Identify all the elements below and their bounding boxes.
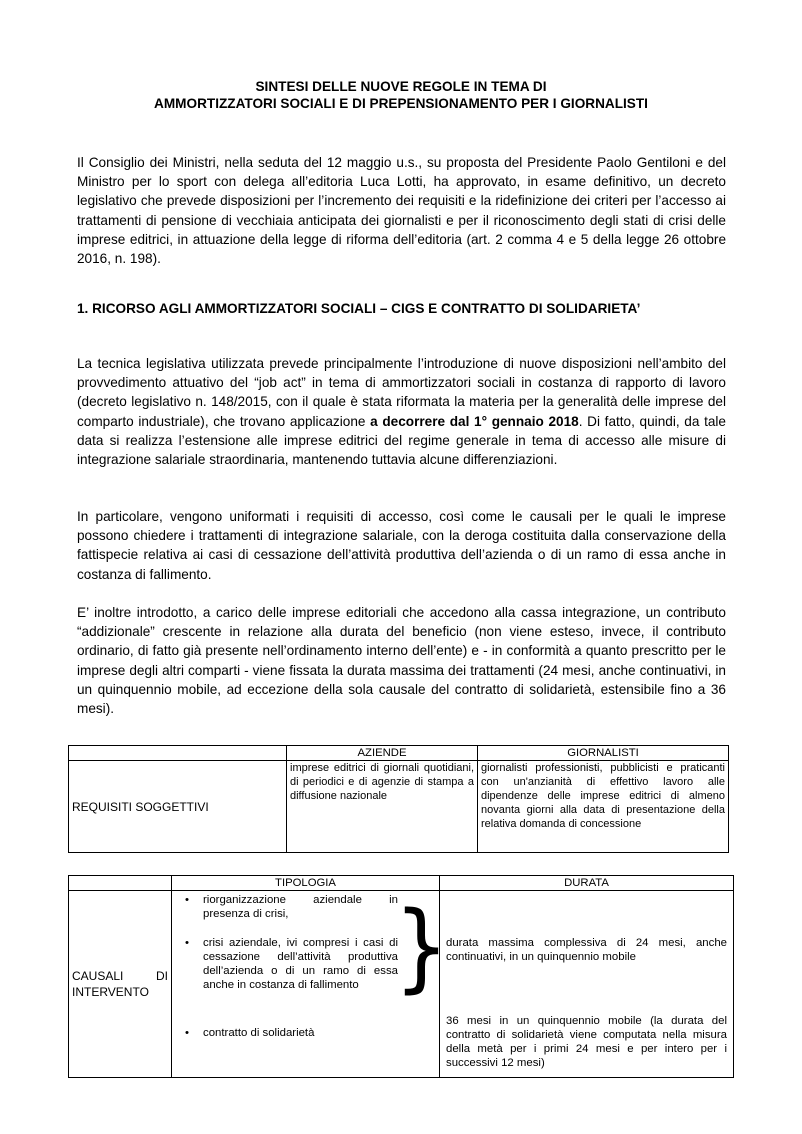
paragraph-text: La tecnica legislativa utilizzata prevede principalmente l’introduzione di nuove disposizioni nell’ambito del provvedimento attuativo del “job act” in tema di ammortizzatori sociali in costanza di rapporto di lavoro (decreto legislativo n. 148/2015, con il quale è stata riformata la materia per la generalità delle imprese del comparto industriale), che trovano applicazione [77, 356, 726, 429]
list-item [186, 936, 398, 992]
intro-paragraph: Il Consiglio dei Ministri, nella seduta del 12 maggio u.s., su proposta del Presidente Paolo Gentiloni e del Ministro per lo sport con delega all’editoria Luca Lotti, ha approvato, in esame definitivo, un decreto legislativo che prevede disposizioni per l’incremento dei requisiti e la ridefinizione dei criteri per l’accesso ai trattamenti di pensione di vecchiaia anticipata dei giornalisti e per il riconoscimento degli stati di crisi delle imprese editrici, in attuazione della legge di riforma dell’editoria (art. 2 comma 4 e 5 della legge 26 ottobre 2016, n. 198). [77, 155, 726, 267]
bullet-icon: • [185, 894, 189, 906]
section-1-heading: 1. RICORSO AGLI AMMORTIZZATORI SOCIALI – CIGS E CONTRATTO DI SOLIDARIETA’ [77, 301, 641, 316]
header-cell-empty [69, 876, 172, 891]
document-title-line-2: AMMORTIZZATORI SOCIALI E DI PREPENSIONAMENTO PER I GIORNALISTI [154, 96, 648, 111]
table-header-row [69, 746, 729, 761]
list-item-text: crisi aziendale, ivi compresi i casi di cessazione dell’attività produttiva dell’azienda o di un ramo di essa anche in costanza di fallimento [203, 937, 398, 991]
durata-text-1: durata massima complessiva di 24 mesi, anche continuativi, in un quinquennio mobile [446, 937, 727, 963]
bold-date: a decorrere dal 1° gennaio 2018 [370, 413, 579, 429]
header-cell-tipologia: TIPOLOGIA [172, 876, 440, 891]
cell-tipologia [172, 891, 450, 1078]
cell-giornalisti: giornalisti professionisti, pubblicisti e praticanti con un'anzianità di effettivo lavoro alle dipendenze delle imprese editrici di almeno novanta giorni alla data di presentazione della relativa domanda di concessione [478, 761, 729, 853]
row-label-causali: CAUSALI DI INTERVENTO [69, 891, 172, 1078]
section-1-paragraph-2: In particolare, vengono uniformati i requisiti di accesso, così come le causali per le quali le imprese possono chiedere i trattamenti di integrazione salariale, con la deroga costituita dalla conservazione della fattispecie relativa ai casi di cessazione dell’attività produttiva dell’azienda o di un ramo di essa anche in costanza di fallimento. [77, 509, 726, 582]
list-item-text: riorganizzazione aziendale in presenza di crisi, [203, 894, 398, 920]
header-cell-durata: DURATA [440, 876, 734, 891]
cell-durata [440, 891, 734, 1078]
table-row [69, 761, 729, 853]
header-cell-empty [69, 746, 287, 761]
section-1-paragraph-1 [77, 354, 726, 469]
section-1-paragraph-3: E’ inoltre introdotto, a carico delle imprese editoriali che accedono alla cassa integrazione, un contributo “addizionale” crescente in relazione alla durata del beneficio (non viene esteso, invece, il contributo ordinario, di fatto già presente nell’ordinamento interno dell’ente) e - in conformità a quanto prescritto per le imprese degli altri comparti - viene fissata la durata massima dei trattamenti (24 mesi, anche continuativi, in un quinquennio mobile, ad eccezione della sola causale del contratto di solidarietà, estensibile fino a 36 mesi). [77, 605, 726, 717]
document-title-line-1: SINTESI DELLE NUOVE REGOLE IN TEMA DI [255, 79, 547, 94]
header-cell-giornalisti: GIORNALISTI [478, 746, 729, 761]
list-item [186, 1026, 398, 1040]
bullet-icon: • [185, 937, 189, 949]
header-cell-aziende: AZIENDE [287, 746, 478, 761]
durata-text-2: 36 mesi in un quinquennio mobile (la durata del contratto di solidarietà viene computata nella misura della metà per i primi 24 mesi e per intero per i successivi 12 mesi) [446, 1015, 727, 1069]
list-item-text: contratto di solidarietà [203, 1027, 315, 1039]
causali-table [68, 875, 734, 1078]
paragraph-text: . Di fatto, quindi, da tale data si realizza l’estensione alle imprese editrici del regime generale in tema di accesso alle misure di integrazione salariale straordinaria, mantenendo tuttavia alcune differenziazioni. [77, 413, 726, 468]
requisiti-table [68, 745, 729, 853]
cell-aziende: imprese editrici di giornali quotidiani, di periodici e di agenzie di stampa a diffusione nazionale [287, 761, 478, 853]
table-row [69, 891, 734, 1078]
row-label-requisiti: REQUISITI SOGGETTIVI [69, 761, 287, 853]
curly-brace-icon: } [394, 891, 450, 1003]
bullet-icon: • [185, 1027, 189, 1039]
table-header-row [69, 876, 734, 891]
list-item [186, 893, 398, 921]
